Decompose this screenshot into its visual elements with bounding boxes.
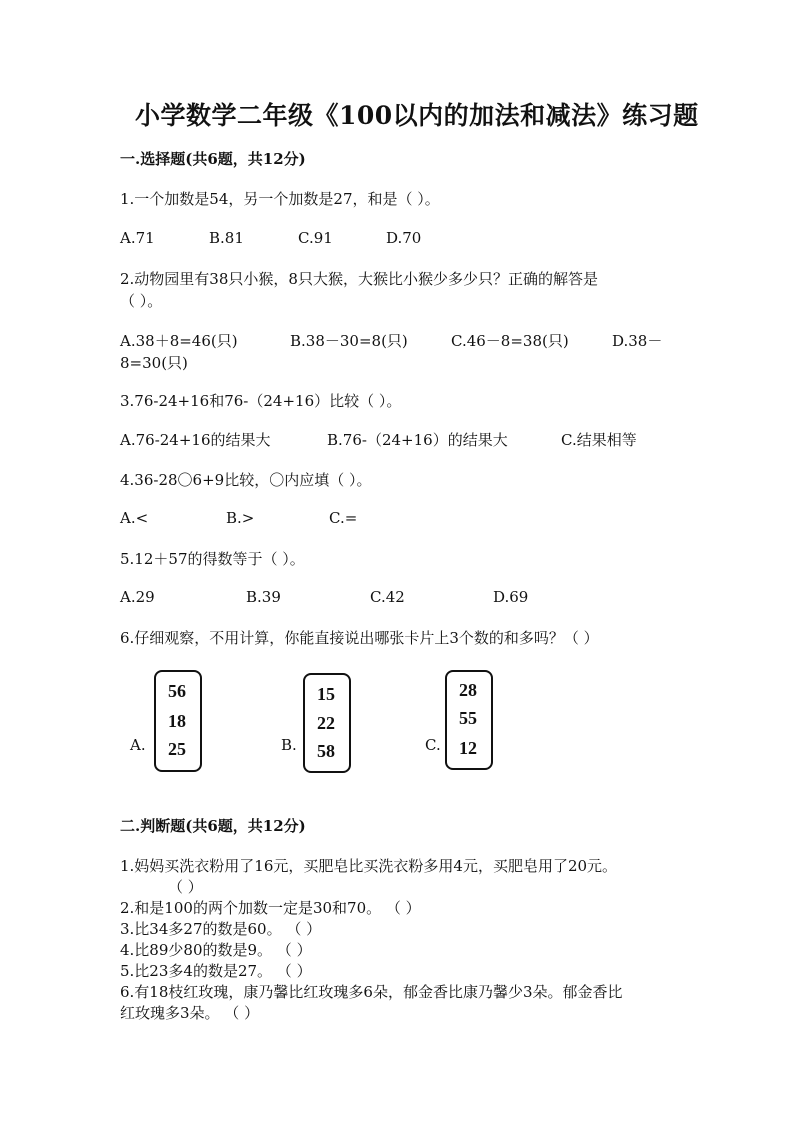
judge-item-6: 6.有18枝红玫瑰，康乃馨比红玫瑰多6朵，郁金香比康乃馨少3朵。郁金香比 (120, 983, 623, 1001)
question-6: 6.仔细观察，不用计算，你能直接说出哪张卡片上3个数的和多吗？（ ） (120, 629, 599, 647)
judge-item-1: 1.妈妈买洗衣粉用了16元，买肥皂比买洗衣粉多用4元，买肥皂用了20元。 (120, 857, 618, 875)
q1-option-d: D.70 (386, 229, 422, 247)
q4-option-a: A.< (120, 509, 149, 527)
q2-option-b: B.38－30=8(只) (290, 332, 408, 350)
q1-option-b: B.81 (209, 229, 244, 247)
card-a-number: 18 (168, 711, 186, 731)
card-b-number: 22 (317, 713, 335, 733)
card-c-number: 55 (459, 708, 477, 728)
q3-option-c: C.结果相等 (561, 431, 637, 449)
q5-option-d: D.69 (493, 588, 529, 606)
card-b-label: B. (281, 736, 297, 754)
card-b (303, 673, 351, 773)
q4-option-c: C.= (329, 509, 358, 527)
judge-item-6-line2: 红玫瑰多3朵。 （ ） (120, 1004, 260, 1022)
q1-option-c: C.91 (298, 229, 333, 247)
card-a-number: 25 (168, 739, 186, 759)
card-c-label: C. (425, 736, 441, 754)
card-b-number: 58 (317, 741, 335, 761)
card-c-number: 12 (459, 738, 477, 758)
question-5: 5.12＋57的得数等于（ ）。 (120, 550, 305, 568)
q2-option-d-continued: 8=30(只) (120, 354, 188, 372)
card-b-number: 15 (317, 684, 335, 704)
q2-option-c: C.46－8=38(只) (451, 332, 569, 350)
card-a-label: A. (130, 736, 146, 754)
judge-item-5: 5.比23多4的数是27。 （ ） (120, 962, 312, 980)
question-1: 1.一个加数是54，另一个加数是27，和是（ ）。 (120, 190, 440, 208)
q3-option-b: B.76-（24+16）的结果大 (327, 431, 508, 449)
card-c-number: 28 (459, 680, 477, 700)
q1-option-a: A.71 (120, 229, 155, 247)
q5-option-a: A.29 (120, 588, 155, 606)
card-a-number: 56 (168, 681, 186, 701)
section-heading-choice: 一.选择题(共6题，共12分) (120, 150, 306, 168)
judge-item-1-answer: （ ） (168, 878, 203, 896)
question-3: 3.76-24+16和76-（24+16）比较（ ）。 (120, 392, 402, 410)
question-4: 4.36-28〇6+9比较，〇内应填（ ）。 (120, 471, 372, 489)
q2-option-d: D.38－ (612, 332, 663, 350)
card-a (154, 670, 202, 772)
q2-option-a: A.38＋8=46(只) (120, 332, 238, 350)
judge-item-2: 2.和是100的两个加数一定是30和70。 （ ） (120, 899, 421, 917)
q5-option-b: B.39 (246, 588, 281, 606)
q5-option-c: C.42 (370, 588, 405, 606)
page-title: 小学数学二年级《100以内的加法和减法》练习题 (135, 101, 699, 130)
question-2-line2: （ ）。 (120, 292, 163, 310)
judge-item-3: 3.比34多27的数是60。 （ ） (120, 920, 322, 938)
q4-option-b: B.> (226, 509, 255, 527)
judge-item-4: 4.比89少80的数是9。 （ ） (120, 941, 312, 959)
card-c (445, 670, 493, 770)
section-heading-true-false: 二.判断题(共6题，共12分) (120, 817, 306, 835)
question-2-line1: 2.动物园里有38只小猴，8只大猴，大猴比小猴少多少只？正确的解答是 (120, 270, 598, 288)
q3-option-a: A.76-24+16的结果大 (120, 431, 271, 449)
